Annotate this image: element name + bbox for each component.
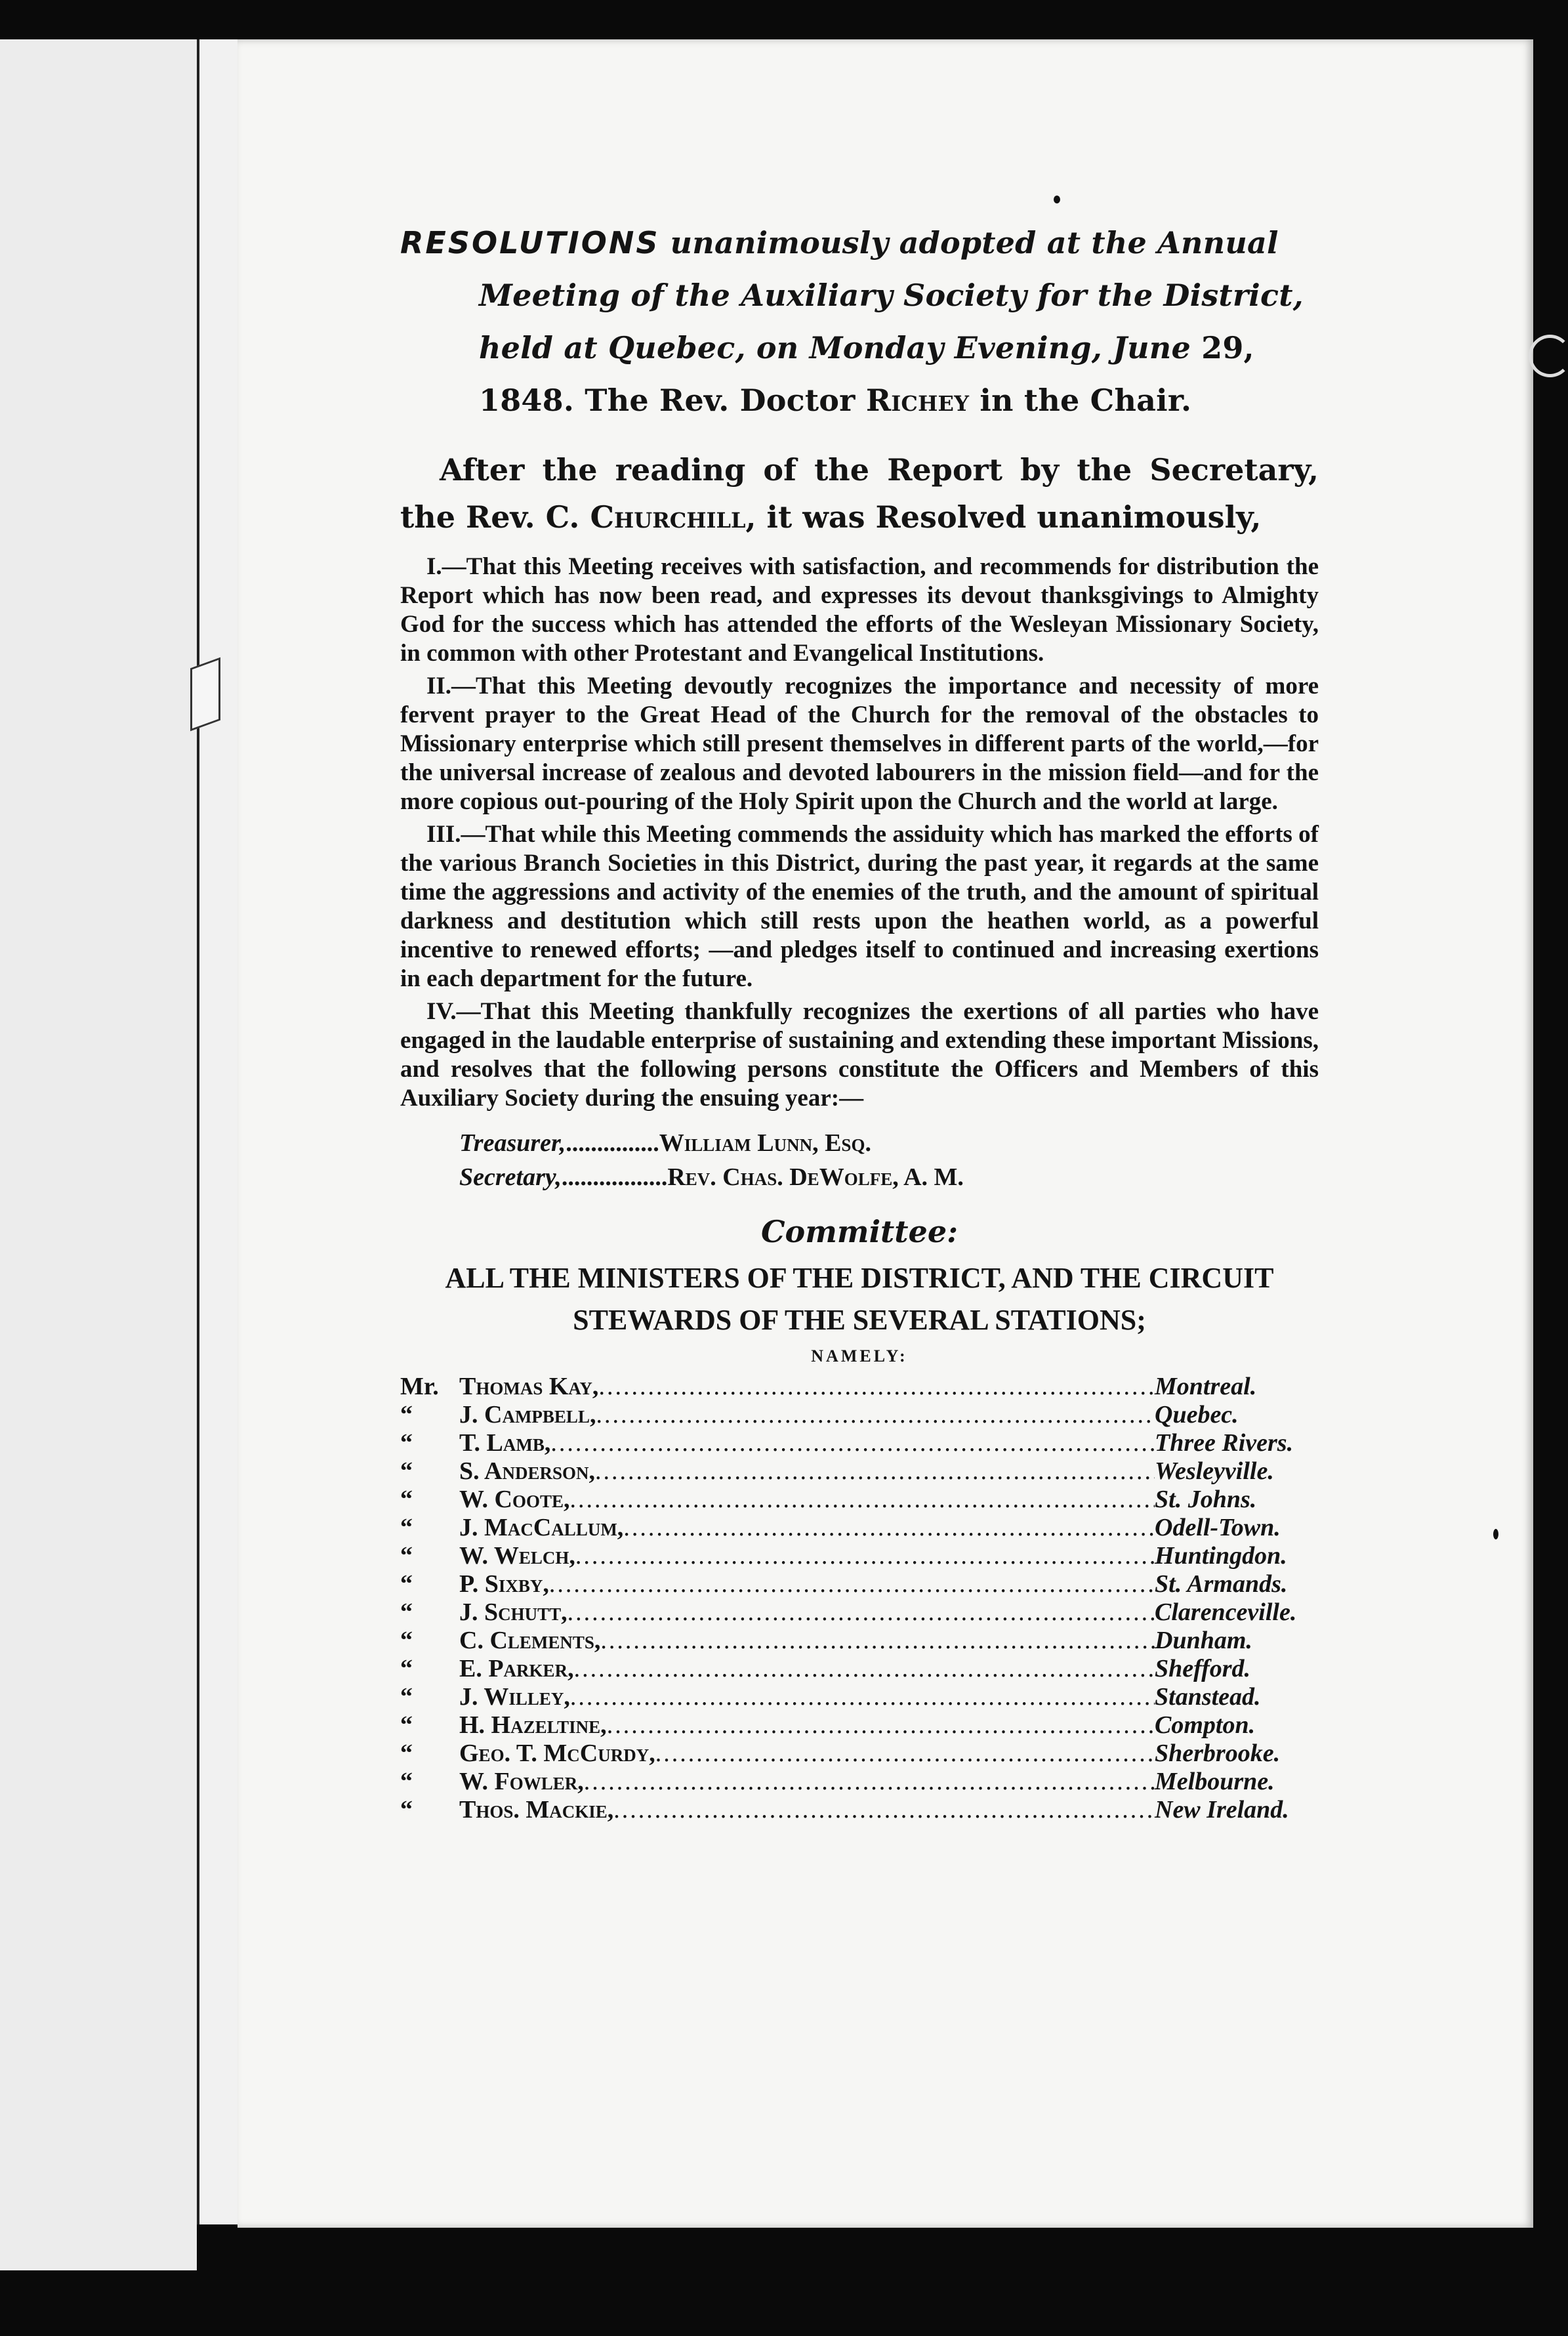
member-place: Melbourne.: [1155, 1768, 1275, 1795]
member-name: Thomas Kay,: [459, 1373, 599, 1400]
dot-leader: [567, 1598, 1155, 1627]
members-list: [400, 1373, 1319, 1824]
member-name: S. Anderson,: [459, 1457, 595, 1485]
dot-leader: [569, 1486, 1155, 1514]
list-item: [400, 1514, 1319, 1542]
member-name: J. Schutt,: [459, 1598, 567, 1626]
officer-dots: .................: [561, 1163, 668, 1191]
member-place: Huntingdon.: [1155, 1542, 1287, 1570]
intro-paragraph: [400, 446, 1319, 541]
officer-name: Rev. Chas. DeWolfe, A. M.: [667, 1163, 964, 1191]
member-place: Shefford.: [1155, 1655, 1251, 1682]
list-item: [400, 1542, 1319, 1570]
dot-leader: [549, 1570, 1155, 1598]
member-name: J. Willey,: [459, 1683, 570, 1711]
member-name: T. Lamb,: [459, 1429, 551, 1457]
member-prefix: “: [400, 1683, 413, 1711]
binding-tab: [190, 657, 220, 732]
heading-lead: RESOLUTIONS: [400, 225, 660, 261]
member-place: Wesleyville.: [1155, 1457, 1274, 1485]
member-name: E. Parker,: [459, 1655, 574, 1682]
namely-label: NAMELY:: [811, 1346, 908, 1366]
member-prefix: “: [400, 1598, 413, 1626]
officer-dots: ...............: [566, 1129, 659, 1157]
member-prefix: “: [400, 1542, 413, 1570]
facing-page-edge: [0, 39, 197, 2270]
margin-mark: [1529, 335, 1568, 377]
member-place: Quebec.: [1155, 1401, 1239, 1429]
officers-list: [459, 1126, 1319, 1194]
list-item: [400, 1655, 1319, 1683]
resolution-2: II.—That this Meeting devoutly recognizes the importance and necessity of more fervent prayer to the Great Head of the Church for the removal of the obstacles to Missionary enterprise which still present themselves in different parts of the world,—for the universal increase of zealous and devoted labourers in the mission field—and for the more copious out-pouring of the Holy Spirit upon the Church and the world at large.: [400, 673, 1319, 815]
resolutions-heading: [400, 217, 1319, 427]
heading-date: 29, 1848.: [479, 330, 1254, 418]
resolution-3: III.—That while this Meeting commends the assiduity which has marked the efforts of the various Branch Societies in this District, during the past year, it regards at the same time the aggressions and activity of the enemies of the truth, and the amount of spiritual darkness and destitution which still rests upon the heathen world, as a powerful incentive to renewed efforts; —and pledges itself to continued and increasing exertions in each department for the future.: [400, 821, 1319, 992]
list-item: [400, 1796, 1319, 1824]
member-place: Compton.: [1155, 1711, 1256, 1739]
resolution-1: I.—That this Meeting receives with satisfaction, and recommends for distribution the Report which has now been read, and expresses its devout thanksgivings to Almighty God for the success which has attended the efforts of the Wesleyan Missionary Society, in common with other Protestant and Evangelical Institutions.: [400, 553, 1319, 667]
ink-speck: [1054, 196, 1060, 203]
list-item: [400, 1711, 1319, 1740]
dot-leader: [596, 1401, 1155, 1429]
list-item: [400, 1627, 1319, 1655]
member-prefix: “: [400, 1486, 413, 1513]
dot-leader: [598, 1373, 1155, 1401]
dot-leader: [574, 1655, 1155, 1683]
dot-leader: [613, 1796, 1155, 1824]
dot-leader: [550, 1429, 1155, 1457]
member-prefix: “: [400, 1711, 413, 1739]
member-place: St. Armands.: [1155, 1570, 1288, 1598]
intro-text: After the reading of the Report by the Secretary, the Rev.: [400, 452, 1319, 535]
member-place: St. Johns.: [1155, 1486, 1257, 1513]
chair-name: Richey: [865, 383, 970, 418]
dot-leader: [600, 1627, 1155, 1655]
list-item: [400, 1401, 1319, 1429]
member-place: Sherbrooke.: [1155, 1740, 1281, 1767]
member-prefix: “: [400, 1429, 413, 1457]
heading-tail: in the Chair.: [969, 383, 1192, 418]
member-name: P. Sixby,: [459, 1570, 549, 1598]
dot-leader: [655, 1740, 1155, 1768]
member-name: W. Fowler,: [459, 1768, 584, 1795]
resolution-4: IV.—That this Meeting thankfully recognizes the exertions of all parties who have engaged in the laudable enterprise of sustaining and extending these important Missions, and resolves that the following persons constitute the Officers and Members of this Auxiliary Society during the ensuing year:—: [400, 998, 1319, 1112]
officer-row-treasurer: [459, 1126, 1319, 1160]
officer-name: William Lunn, Esq.: [659, 1129, 871, 1157]
member-name: C. Clements,: [459, 1627, 601, 1654]
secretary-name: C. Churchill: [545, 499, 746, 535]
member-prefix: “: [400, 1570, 413, 1598]
intro-text-2: , it was Resolved unanimously,: [745, 499, 1262, 535]
list-item: [400, 1570, 1319, 1598]
member-prefix: “: [400, 1401, 413, 1429]
member-place: Clarenceville.: [1155, 1598, 1297, 1626]
heading-text: unanimously adopted at the Annual Meeting of the Auxiliary Society for the District, held at Quebec, on Monday Evening, June: [479, 225, 1304, 365]
member-prefix: “: [400, 1457, 413, 1485]
binding-strip: [197, 39, 241, 2224]
list-item: [400, 1683, 1319, 1711]
member-name: Thos. Mackie,: [459, 1796, 614, 1824]
member-prefix: “: [400, 1514, 413, 1541]
officer-row-secretary: [459, 1160, 1319, 1194]
dot-leader: [595, 1457, 1155, 1486]
member-place: Montreal.: [1155, 1373, 1257, 1400]
committee-description: ALL THE MINISTERS OF THE DISTRICT, AND THE CIRCUIT STEWARDS OF THE SEVERAL STATIONS;: [445, 1262, 1274, 1336]
dot-leader: [623, 1514, 1155, 1542]
member-place: Dunham.: [1155, 1627, 1252, 1654]
officer-role: Secretary,: [459, 1163, 562, 1191]
member-name: W. Coote,: [459, 1486, 570, 1513]
member-place: Odell-Town.: [1155, 1514, 1281, 1541]
dot-leader: [570, 1683, 1155, 1711]
committee-title: Committee:: [760, 1214, 959, 1249]
officer-role: Treasurer,: [459, 1129, 566, 1157]
page-content: [400, 217, 1319, 1824]
member-prefix: “: [400, 1796, 413, 1824]
member-place: Stanstead.: [1155, 1683, 1261, 1711]
member-prefix: “: [400, 1768, 413, 1795]
member-name: J. MacCallum,: [459, 1514, 624, 1541]
member-prefix: “: [400, 1655, 413, 1682]
member-place: New Ireland.: [1155, 1796, 1289, 1824]
heading-text-2: The Rev. Doctor: [574, 383, 866, 418]
list-item: [400, 1740, 1319, 1768]
list-item: [400, 1457, 1319, 1486]
member-name: J. Campbell,: [459, 1401, 596, 1429]
list-item: [400, 1598, 1319, 1627]
member-prefix: Mr.: [400, 1373, 439, 1400]
ink-speck: [1493, 1529, 1498, 1539]
dot-leader: [584, 1768, 1155, 1796]
member-prefix: “: [400, 1740, 413, 1767]
list-item: [400, 1429, 1319, 1457]
dot-leader: [607, 1711, 1155, 1740]
member-place: Three Rivers.: [1155, 1429, 1294, 1457]
member-name: H. Hazeltine,: [459, 1711, 607, 1739]
list-item: [400, 1486, 1319, 1514]
member-name: Geo. T. McCurdy,: [459, 1740, 655, 1767]
member-name: W. Welch,: [459, 1542, 575, 1570]
list-item: [400, 1373, 1319, 1401]
member-prefix: “: [400, 1627, 413, 1654]
list-item: [400, 1768, 1319, 1796]
dot-leader: [575, 1542, 1155, 1570]
